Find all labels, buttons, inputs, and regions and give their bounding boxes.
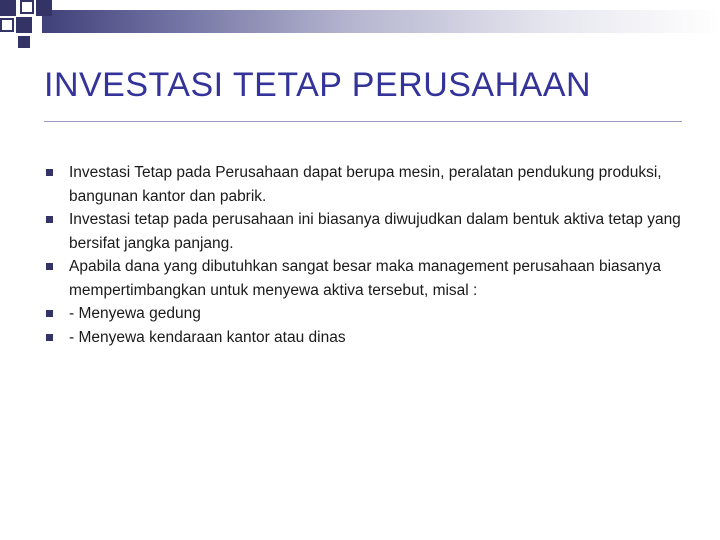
bullet-text: Investasi tetap pada perusahaan ini biasanya diwujudkan dalam bentuk aktiva tetap yang bersifat jangka panjang. [69, 211, 681, 252]
corner-square-outline-icon [20, 0, 34, 14]
list-item [44, 255, 684, 302]
list-item [44, 161, 684, 208]
bullet-text: Investasi Tetap pada Perusahaan dapat berupa mesin, peralatan pendukung produksi, bangunan kantor dan pabrik. [69, 164, 662, 205]
list-item [44, 326, 684, 350]
corner-square-icon [36, 0, 52, 16]
header-gradient-band [42, 10, 720, 33]
square-bullet-icon [46, 169, 53, 176]
corner-square-icon [0, 0, 16, 16]
bullet-text: - Menyewa kendaraan kantor atau dinas [69, 328, 346, 346]
title-divider [44, 121, 682, 122]
slide-title: INVESTASI TETAP PERUSAHAAN [44, 66, 592, 104]
square-bullet-icon [46, 216, 53, 223]
square-bullet-icon [46, 334, 53, 341]
bullet-text: - Menyewa gedung [69, 305, 201, 322]
corner-square-outline-icon [0, 18, 14, 32]
corner-square-icon [18, 36, 30, 48]
corner-square-icon [16, 17, 32, 33]
list-item [44, 302, 684, 326]
square-bullet-icon [46, 310, 53, 317]
bullet-list [44, 161, 684, 349]
square-bullet-icon [46, 263, 53, 270]
bullet-text: Apabila dana yang dibutuhkan sangat besar maka management perusahaan biasanya mempertimbangkan untuk menyewa aktiva tersebut, misal : [69, 258, 662, 299]
list-item [44, 208, 684, 255]
